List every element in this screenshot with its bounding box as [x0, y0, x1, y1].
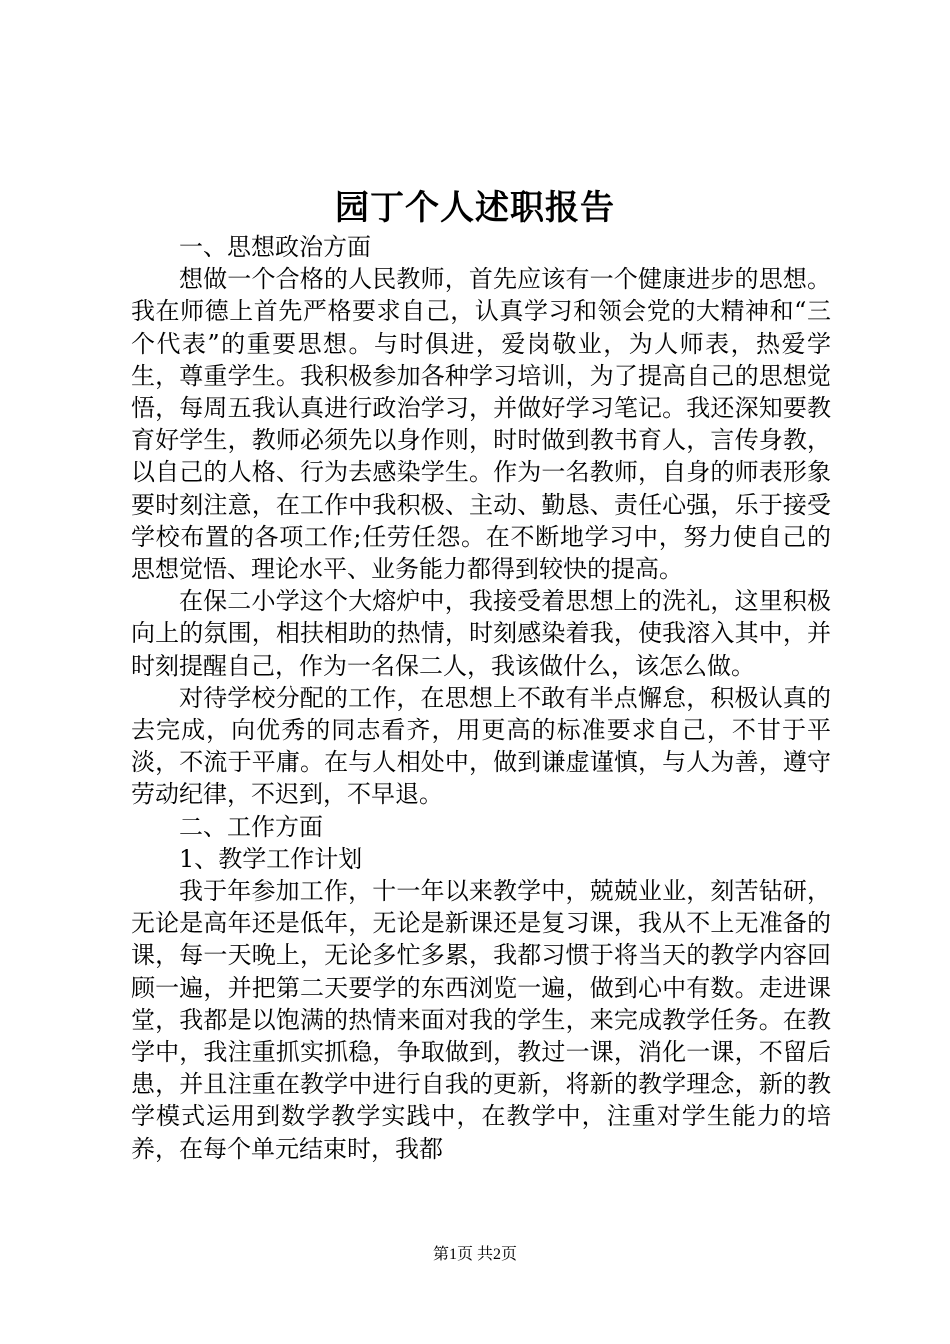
section-heading-politics: 一、思想政治方面 — [179, 233, 371, 261]
paragraph-3: 对待学校分配的工作，在思想上不敢有半点懈怠，积极认真的去完成，向优秀的同志看齐，用更高的标准要求自己，不甘于平淡，不流于平庸。在与人相处中，做到谦虚谨慎，与人为善，遵守劳动纪律，不迟到，不早退。 — [131, 683, 831, 809]
paragraph-2: 在保二小学这个大熔炉中，我接受着思想上的洗礼，这里积极向上的氛围，相扶相助的热情，时刻感染着我，使我溶入其中，并时刻提醒自己，作为一名保二人，我该做什么，该怎么做。 — [131, 587, 831, 680]
document-title: 园丁个人述职报告 — [335, 188, 615, 228]
paragraph-1: 想做一个合格的人民教师，首先应该有一个健康进步的思想。我在师德上首先严格要求自己，认真学习和领会党的大精神和“三个代表”的重要思想。与时俱进，爱岗敬业，为人师表，热爱学生，尊重学生。我积极参加各种学习培训，为了提高自己的思想觉悟，每周五我认真进行政治学习，并做好学习笔记。我还深知要教育好学生，教师必须先以身作则，时时做到教书育人，言传身教，以自己的人格、行为去感染学生。作为一名教师，自身的师表形象要时刻注意，在工作中我积极、主动、勤恳、责任心强，乐于接受学校布置的各项工作;任劳任怨。在不断地学习中，努力使自己的思想觉悟、理论水平、业务能力都得到较快的提高。 — [131, 265, 831, 584]
section-heading-work: 二、工作方面 — [179, 812, 323, 841]
document-body — [131, 231, 831, 1165]
subsection-heading-teaching-plan: 1、教学工作计划 — [179, 844, 363, 873]
page-number-footer: 第1页 共2页 — [432, 1246, 517, 1263]
paragraph-4: 我于年参加工作，十一年以来教学中，兢兢业业，刻苦钻研，无论是高年还是低年，无论是新课还是复习课，我从不上无准备的课，每一天晚上，无论多忙多累，我都习惯于将当天的教学内容回顾一遍，并把第二天要学的东西浏览一遍，做到心中有数。走进课堂，我都是以饱满的热情来面对我的学生，来完成教学任务。在教学中，我注重抓实抓稳，争取做到，教过一课，消化一课，不留后患，并且注重在教学中进行自我的更新，将新的教学理念，新的教学模式运用到数学教学实践中，在教学中，注重对学生能力的培养，在每个单元结束时，我都 — [131, 877, 831, 1163]
